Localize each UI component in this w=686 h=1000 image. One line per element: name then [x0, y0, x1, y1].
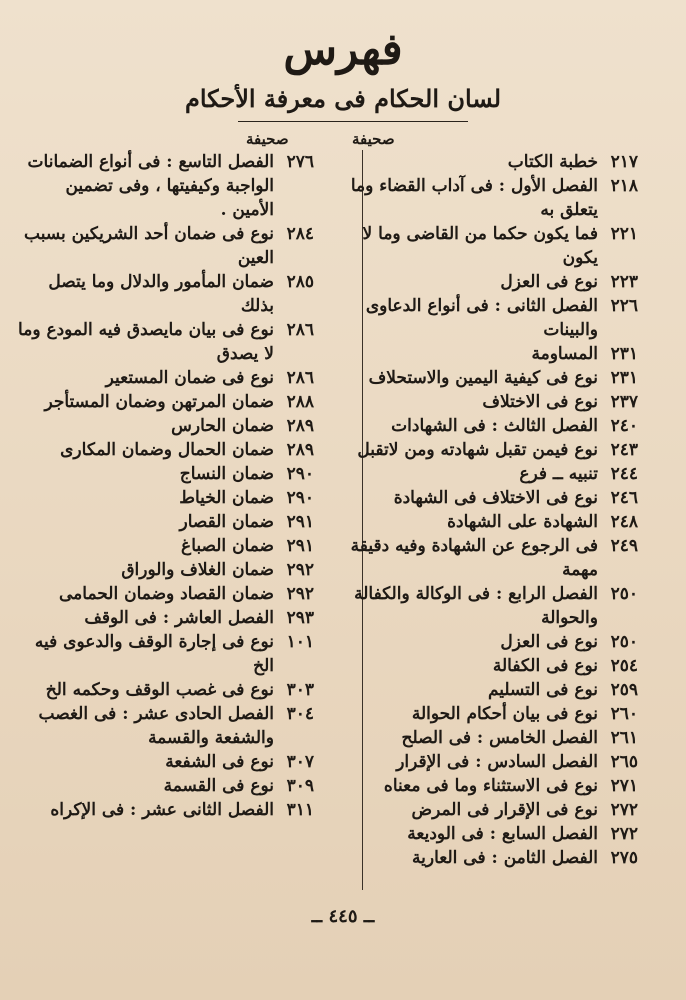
index-entry: [342, 822, 638, 846]
entry-page-number: ٢٦٥: [610, 752, 638, 772]
entry-page-number: ٢٥٤: [610, 656, 638, 676]
index-entry: [342, 390, 638, 414]
index-entry: [342, 798, 638, 822]
entry-page-number: ٢٢٣: [610, 272, 638, 292]
entry-title: الفصل الخامس : فى الصلح: [401, 728, 598, 748]
right-column-header: صحيفة: [352, 130, 395, 148]
entry-page-number: ٢٣١: [610, 344, 638, 364]
entry-page-number: ٢٧١: [610, 776, 638, 796]
entry-title: ضمان المرتهن وضمان المستأجر: [44, 392, 274, 412]
entry-page-number: ٢٦٠: [610, 704, 638, 724]
entry-title: ضمان القصار: [179, 512, 274, 532]
entry-title: نوع فى العزل: [500, 272, 598, 292]
entry-page-number: ٢٩٠: [286, 488, 314, 508]
entry-page-number: ٢٥٠: [610, 632, 638, 652]
index-entry: [18, 510, 314, 534]
entry-page-number: ٣٠٣: [286, 680, 314, 700]
entry-title: نوع فى كيفية اليمين والاستحلاف: [368, 368, 598, 388]
index-entry: [18, 150, 314, 222]
entry-title: نوع فى الشفعة: [165, 752, 274, 772]
index-entry: [18, 534, 314, 558]
entry-title: الفصل الثانى عشر : فى الإكراه: [50, 800, 274, 820]
entry-title: نوع فى غصب الوقف وحكمه الخ: [45, 680, 274, 700]
entry-title: نوع فى بيان أحكام الحوالة: [411, 704, 598, 724]
entry-page-number: ٢٥٠: [610, 584, 638, 604]
index-entry: [18, 750, 314, 774]
index-entry: [342, 678, 638, 702]
entry-title: الفصل الثانى : فى أنواع الدعاوى والبينات: [365, 296, 598, 340]
entry-page-number: ٢٧٢: [610, 824, 638, 844]
index-entry: [342, 438, 638, 462]
entry-page-number: ٢٩١: [286, 536, 314, 556]
entry-page-number: ٢٩٠: [286, 464, 314, 484]
entry-page-number: ١٠١: [286, 632, 314, 652]
entry-page-number: ٢٣٧: [610, 392, 638, 412]
index-entry: [18, 318, 314, 366]
entry-page-number: ٣٠٧: [286, 752, 314, 772]
entry-title: ضمان القصاد وضمان الحمامى: [59, 584, 274, 604]
title-underline: [238, 121, 468, 122]
entry-page-number: ٢٨٥: [286, 272, 314, 292]
index-entry: [342, 726, 638, 750]
entry-title: ضمان النساج: [179, 464, 274, 484]
index-entry: [342, 654, 638, 678]
index-entry: [18, 438, 314, 462]
entry-title: نوع فى ضمان المستعير: [105, 368, 274, 388]
entry-title: ضمان الصباغ: [181, 536, 274, 556]
entry-page-number: ٢٩١: [286, 512, 314, 532]
entry-title: المساومة: [531, 344, 598, 364]
entry-page-number: ٢٤٤: [610, 464, 638, 484]
entry-title: نوع فى الاختلاف فى الشهادة: [393, 488, 598, 508]
page-title: فهرس: [283, 24, 403, 75]
index-entry: [18, 606, 314, 630]
entry-title: الفصل التاسع : فى أنواع الضمانات الواجبة وكيفيتها ، وفى تضمين الأمين .: [27, 152, 274, 220]
entry-page-number: ٢٩٢: [286, 584, 314, 604]
entry-title: نوع فى الكفالة: [492, 656, 598, 676]
left-entry-list: [18, 150, 314, 822]
index-entry: [18, 630, 314, 678]
index-entry: [18, 558, 314, 582]
index-entry: [342, 414, 638, 438]
index-entry: [18, 798, 314, 822]
index-entry: [342, 702, 638, 726]
index-entry: [342, 510, 638, 534]
entry-title: الفصل الثالث : فى الشهادات: [391, 416, 598, 436]
index-entry: [342, 270, 638, 294]
index-entry: [18, 678, 314, 702]
entry-page-number: ٢٤٦: [610, 488, 638, 508]
right-column: [342, 128, 638, 870]
entry-title: نوع فى بيان مايصدق فيه المودع وما لا يصدق: [18, 320, 274, 364]
entry-title: الفصل العاشر : فى الوقف: [84, 608, 274, 628]
entry-title: الفصل السابع : فى الوديعة: [407, 824, 598, 844]
entry-page-number: ٢٣١: [610, 368, 638, 388]
entry-title: ضمان المأمور والدلال وما يتصل بذلك: [48, 272, 274, 316]
entry-title: الفصل الحادى عشر : فى الغصب والشفعة والقسمة: [38, 704, 274, 748]
index-entry: [18, 462, 314, 486]
entry-page-number: ٢١٧: [610, 152, 638, 172]
entry-page-number: ٢٧٦: [286, 152, 314, 172]
entry-page-number: ٣٠٤: [286, 704, 314, 724]
entry-title: نوع فيمن تقبل شهادته ومن لاتقبل: [357, 440, 598, 460]
index-entry: [342, 630, 638, 654]
entry-page-number: ٢٢٦: [610, 296, 638, 316]
index-entry: [18, 270, 314, 318]
index-entry: [342, 294, 638, 342]
index-entry: [342, 366, 638, 390]
entry-title: ضمان الغلاف والوراق: [121, 560, 274, 580]
entry-title: ضمان الخياط: [179, 488, 274, 508]
left-column: [18, 128, 314, 822]
entry-page-number: ٢٤٠: [610, 416, 638, 436]
entry-page-number: ٢٨٦: [286, 368, 314, 388]
index-entry: [18, 774, 314, 798]
left-column-header: صحيفة: [246, 130, 289, 148]
index-entry: [342, 534, 638, 582]
index-entry: [18, 222, 314, 270]
entry-title: الفصل الثامن : فى العارية: [412, 848, 598, 868]
entry-page-number: ٢١٨: [610, 176, 638, 196]
entry-page-number: ٢٨٦: [286, 320, 314, 340]
entry-page-number: ٢٩٢: [286, 560, 314, 580]
entry-page-number: ٢٥٩: [610, 680, 638, 700]
index-entry: [342, 342, 638, 366]
index-entry: [18, 414, 314, 438]
entry-page-number: ٢٤٨: [610, 512, 638, 532]
entry-title: نوع فى إجارة الوقف والدعوى فيه الخ: [34, 632, 274, 676]
entry-title: ضمان الحارس: [171, 416, 274, 436]
index-entry: [342, 846, 638, 870]
entry-title: خطبة الكتاب: [507, 152, 598, 172]
index-entry: [342, 750, 638, 774]
right-entry-list: [342, 150, 638, 870]
entry-title: فى الرجوع عن الشهادة وفيه دقيقة مهمة: [350, 536, 598, 580]
entry-page-number: ٢٦١: [610, 728, 638, 748]
index-entry: [18, 366, 314, 390]
index-entry: [342, 486, 638, 510]
entry-page-number: ٢٩٣: [286, 608, 314, 628]
index-entry: [342, 582, 638, 630]
entry-title: نوع فى ضمان أحد الشريكين بسبب العين: [24, 224, 274, 268]
entry-page-number: ٣١١: [286, 800, 314, 820]
entry-title: الفصل الأول : فى آداب القضاء وما يتعلق به: [350, 176, 598, 220]
index-entry: [342, 222, 638, 270]
entry-title: نوع فى الاستثناء وما فى معناه: [383, 776, 598, 796]
index-entry: [18, 390, 314, 414]
entry-page-number: ٢٨٤: [286, 224, 314, 244]
entry-title: نوع فى العزل: [500, 632, 598, 652]
entry-page-number: ٢٨٩: [286, 416, 314, 436]
entry-title: الشهادة على الشهادة: [447, 512, 598, 532]
entry-title: تنبيه ــ فرع: [519, 464, 598, 484]
entry-page-number: ٣٠٩: [286, 776, 314, 796]
entry-page-number: ٢٧٢: [610, 800, 638, 820]
entry-title: نوع فى التسليم: [487, 680, 598, 700]
entry-title: فما يكون حكما من القاضى وما لا يكون: [362, 224, 598, 268]
entry-title: ضمان الحمال وضمان المكارى: [60, 440, 274, 460]
entry-title: نوع فى القسمة: [163, 776, 274, 796]
index-entry: [342, 150, 638, 174]
entry-page-number: ٢٢١: [610, 224, 638, 244]
entry-title: الفصل الرابع : فى الوكالة والكفالة والحوالة: [354, 584, 598, 628]
entry-page-number: ٢٨٩: [286, 440, 314, 460]
entry-title: نوع فى الاختلاف: [482, 392, 598, 412]
entry-page-number: ٢٧٥: [610, 848, 638, 868]
entry-page-number: ٢٤٩: [610, 536, 638, 556]
page-number: ــ ٤٤٥ ــ: [311, 906, 375, 927]
index-entry: [18, 702, 314, 750]
entry-title: الفصل السادس : فى الإقرار: [396, 752, 598, 772]
index-entry: [18, 582, 314, 606]
index-entry: [342, 462, 638, 486]
index-entry: [342, 174, 638, 222]
entry-page-number: ٢٤٣: [610, 440, 638, 460]
book-title: لسان الحكام فى معرفة الأحكام: [184, 84, 502, 113]
index-entry: [342, 774, 638, 798]
index-entry: [18, 486, 314, 510]
entry-title: نوع فى الإقرار فى المرض: [411, 800, 598, 820]
entry-page-number: ٢٨٨: [286, 392, 314, 412]
